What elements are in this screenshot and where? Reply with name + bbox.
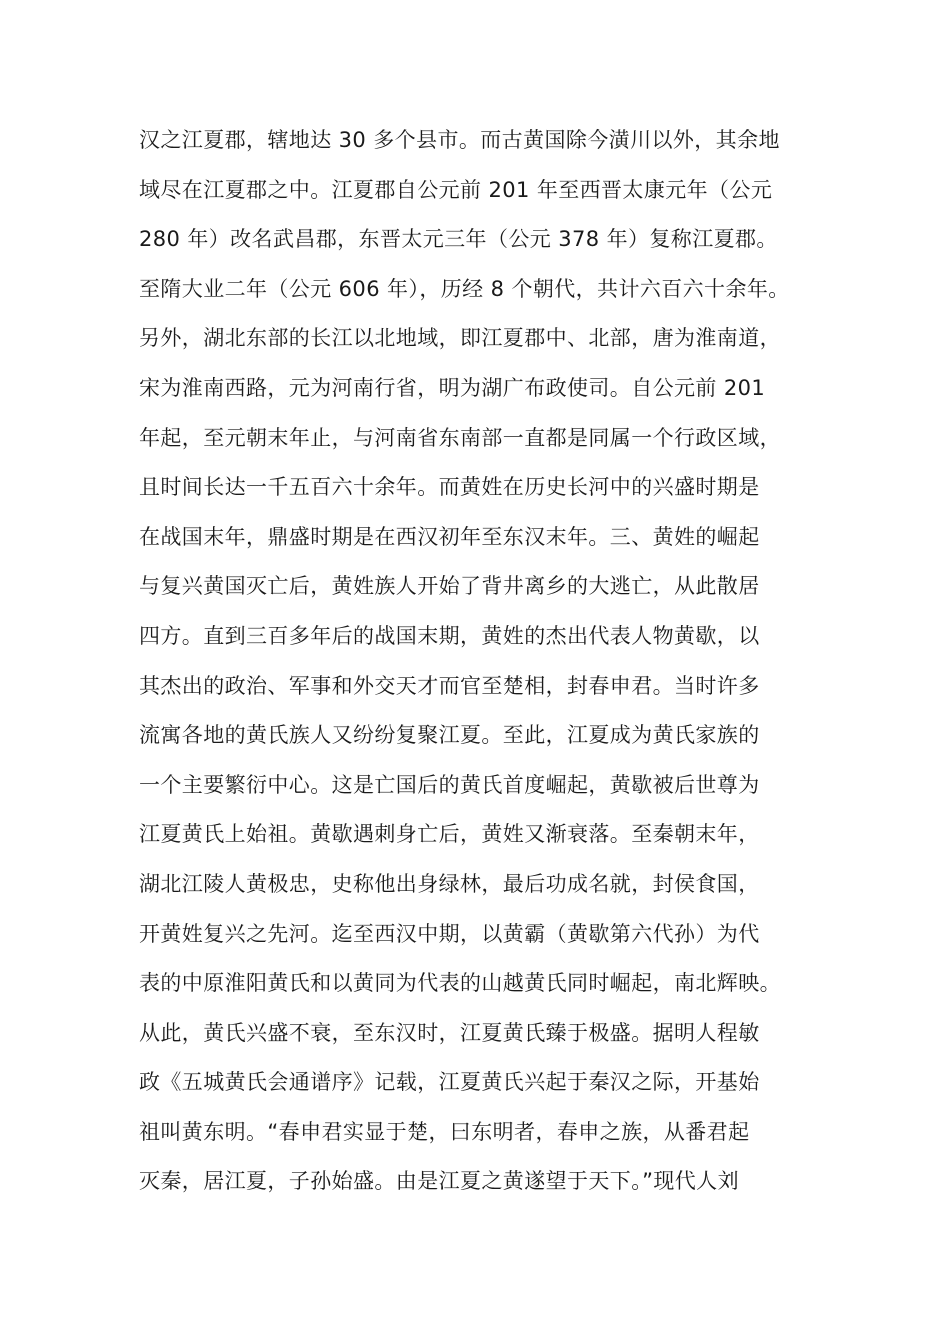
text-line: 灭秦，居江夏，子孙始盛。由是江夏之黄遂望于天下。”现代人刘 — [139, 1169, 739, 1194]
text-line: 280 年）改名武昌郡，东晋太元三年（公元 378 年）复称江夏郡。 — [139, 227, 778, 252]
text-line: 一个主要繁衍中心。这是亡国后的黄氏首度崛起，黄歇被后世尊为 — [139, 772, 760, 797]
text-line: 湖北江陵人黄极忠，史称他出身绿林，最后功成名就，封侯食国， — [139, 871, 760, 896]
text-line: 流寓各地的黄氏族人又纷纷复聚江夏。至此，江夏成为黄氏家族的 — [139, 723, 760, 748]
text-line: 其杰出的政治、军事和外交天才而官至楚相，封春申君。当时许多 — [139, 673, 760, 698]
text-line: 祖叫黄东明。“春申君实显于楚，曰东明者，春申之族，从番君起 — [139, 1119, 750, 1144]
text-line: 宋为淮南西路，元为河南行省，明为湖广布政使司。自公元前 201 — [139, 375, 766, 400]
text-line: 四方。直到三百多年后的战国末期，黄姓的杰出代表人物黄歇，以 — [139, 623, 760, 648]
text-line: 域尽在江夏郡之中。江夏郡自公元前 201 年至西晋太康元年（公元 — [139, 177, 773, 202]
body-text — [139, 116, 829, 1207]
text-line: 江夏黄氏上始祖。黄歇遇刺身亡后，黄姓又渐衰落。至秦朝末年， — [139, 822, 760, 847]
text-line: 至隋大业二年（公元 606 年），历经 8 个朝代，共计六百六十余年。 — [139, 276, 790, 301]
text-line: 与复兴黄国灭亡后，黄姓族人开始了背井离乡的大逃亡，从此散居 — [139, 574, 760, 599]
text-line: 年起，至元朝末年止，与河南省东南部一直都是同属一个行政区域， — [139, 425, 781, 450]
text-line: 且时间长达一千五百六十余年。而黄姓在历史长河中的兴盛时期是 — [139, 475, 760, 500]
text-line: 从此，黄氏兴盛不衰，至东汉时，江夏黄氏臻于极盛。据明人程敏 — [139, 1020, 760, 1045]
text-line: 另外，湖北东部的长江以北地域，即江夏郡中、北部，唐为淮南道， — [139, 326, 781, 351]
text-line: 开黄姓复兴之先河。迄至西汉中期，以黄霸（黄歇第六代孙）为代 — [139, 921, 760, 946]
text-line: 政《五城黄氏会通谱序》记载，江夏黄氏兴起于秦汉之际，开基始 — [139, 1070, 760, 1095]
text-line: 汉之江夏郡，辖地达 30 多个县市。而古黄国除今潢川以外，其余地 — [139, 128, 780, 152]
text-line: 表的中原淮阳黄氏和以黄同为代表的山越黄氏同时崛起，南北辉映。 — [139, 971, 781, 996]
text-line: 在战国末年，鼎盛时期是在西汉初年至东汉末年。三、黄姓的崛起 — [139, 524, 760, 549]
